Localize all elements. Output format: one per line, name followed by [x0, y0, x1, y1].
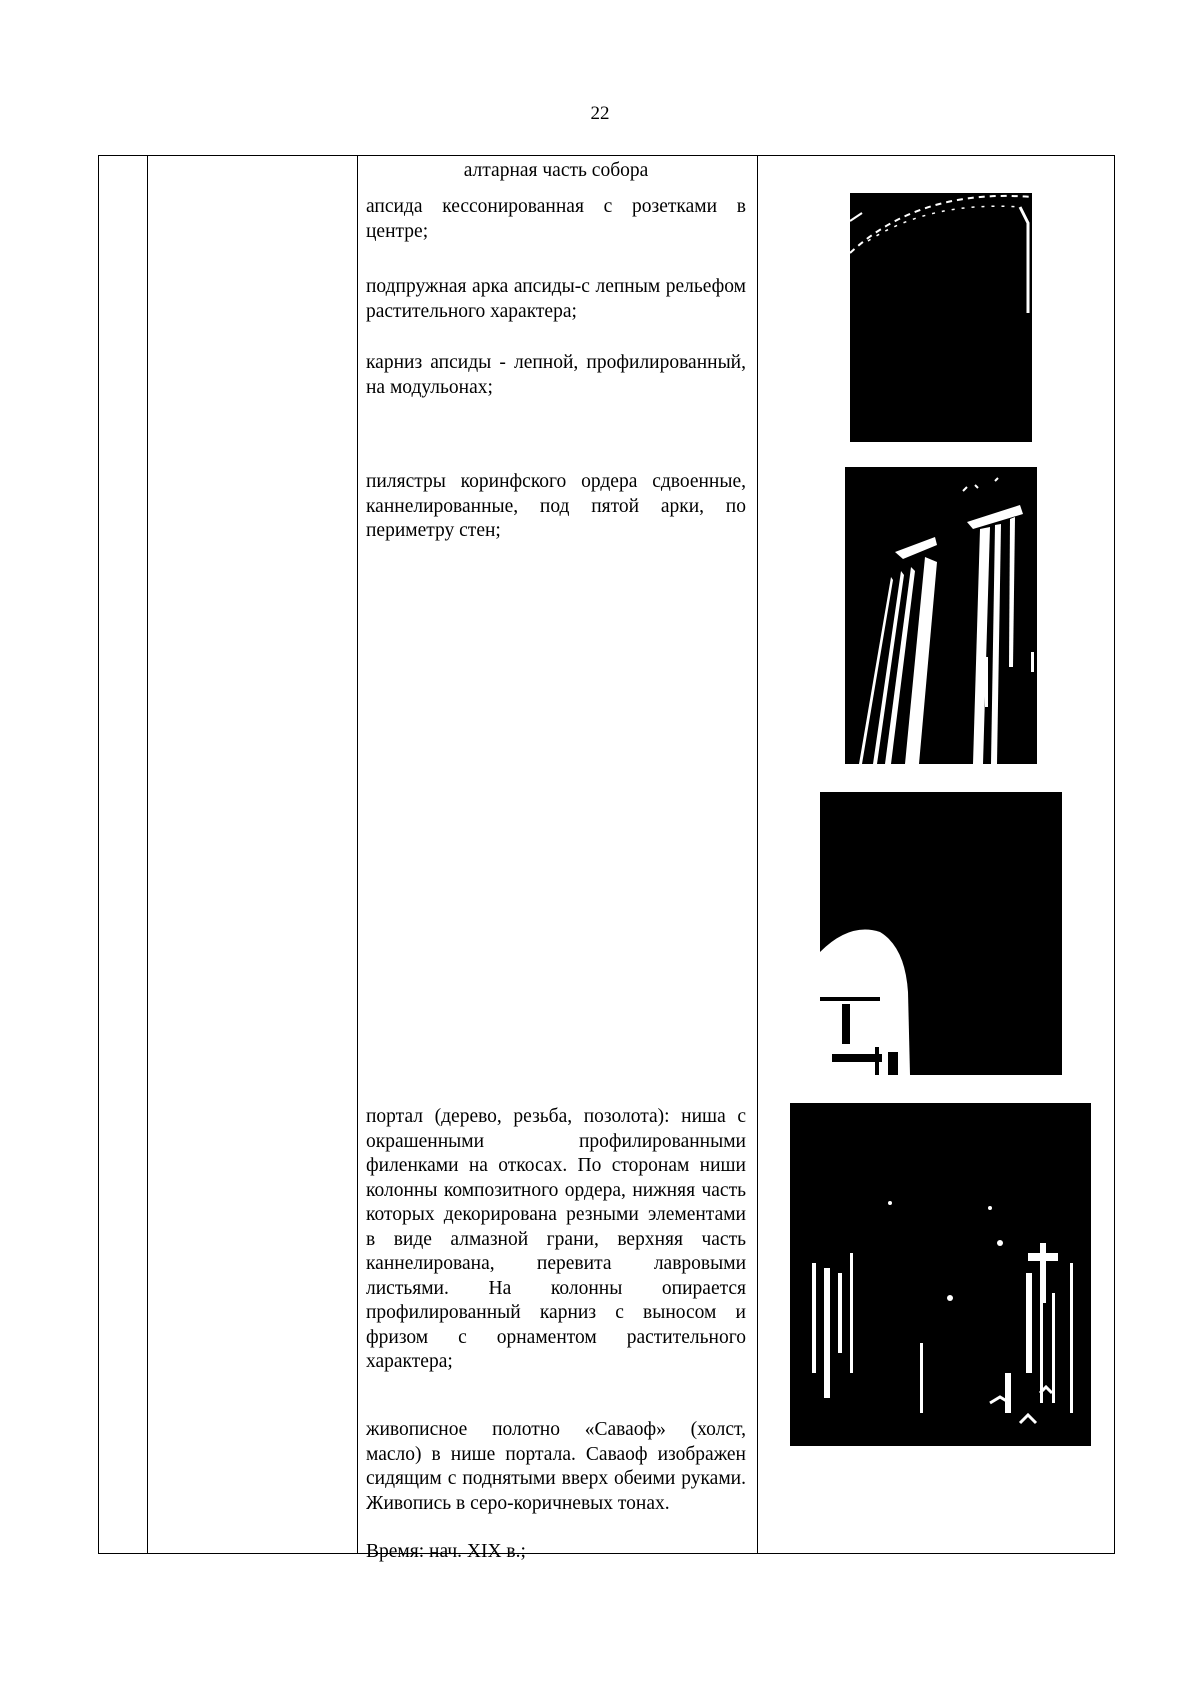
page-number: 22: [590, 103, 610, 124]
portal-photo: [790, 1103, 1091, 1446]
time-note: Время: нач. XIX в.;: [366, 1541, 526, 1562]
apse-arch-photo: [850, 193, 1032, 442]
arch-window-photo: [820, 792, 1062, 1075]
item-painting: живописное полотно «Саваоф» (холст, масло) в нише портала. Саваоф изображен сидящим с поднятыми вверх обеими руками. Живопись в серо-коричневых тонах.: [366, 1419, 746, 1514]
item-pilasters: пилястры коринфского ордера сдвоенные, каннелированные, под пятой арки, по периметру стен;: [366, 471, 746, 541]
pilasters-photo: [845, 467, 1037, 764]
item-apse: апсида кессонированная с розетками в центре;: [366, 196, 746, 242]
section-heading: алтарная часть собора: [463, 160, 649, 181]
column-divider-2: [357, 156, 358, 1553]
item-cornice: карниз апсиды - лепной, профилированный, на модульонах;: [366, 352, 746, 398]
item-arch: подпружная арка апсиды-с лепным рельефом растительного характера;: [366, 276, 746, 322]
column-divider-1: [147, 156, 148, 1553]
item-portal: портал (дерево, резьба, позолота): ниша с окрашенными профилированными филенками на откосах. По сторонам ниши колонны композитного ордера, нижняя часть которых декорирована резными элементами в виде алмазной грани, верхняя часть каннелирована, перевита лавровыми листьями. На колонны опирается профилированный карниз с выносом и фризом с орнаментом растительного характера;: [366, 1106, 746, 1372]
column-divider-3: [757, 156, 758, 1553]
